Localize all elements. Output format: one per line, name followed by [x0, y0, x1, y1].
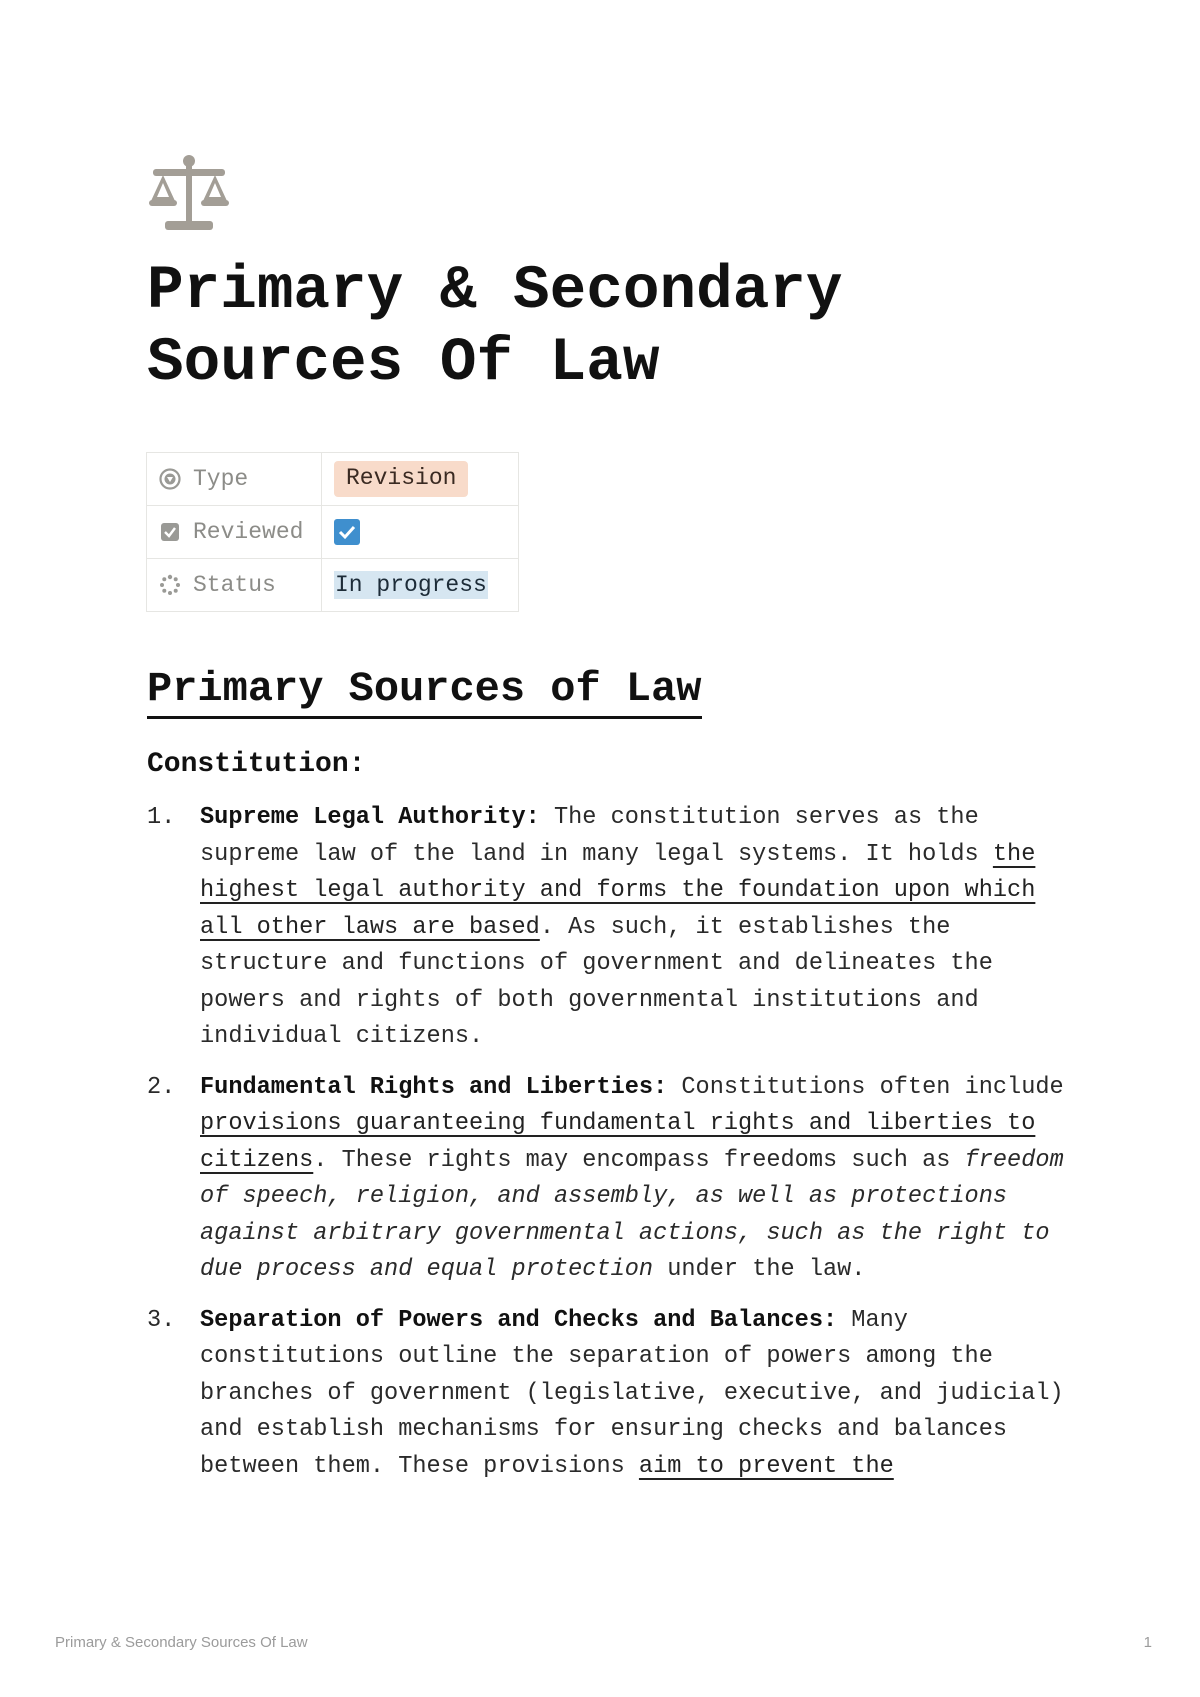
- reviewed-checkbox[interactable]: [334, 519, 360, 545]
- footer-page-number: 1: [1143, 1634, 1152, 1651]
- list-item-term: Fundamental Rights and Liberties:: [200, 1073, 668, 1101]
- italic-text: freedom of speech, religion, and assembly, as well as protections against arbitrary governmental actions, such as the right to due process and equal protection: [200, 1146, 1064, 1283]
- underlined-text: the highest legal authority and forms the foundation upon which all other laws are based: [200, 840, 1036, 941]
- checkbox-icon: [159, 521, 181, 543]
- property-row-status: [147, 559, 519, 612]
- list-item-term: Supreme Legal Authority: [200, 804, 526, 831]
- list-item: [147, 1303, 1067, 1486]
- list-item: [147, 800, 1067, 1056]
- list-item-text: . These rights may encompass freedoms such as: [313, 1146, 965, 1174]
- list-item-text: Many constitutions outline the separation of powers among the branches of government (legislative, executive, and judicial) and establish mechanisms for ensuring checks and balances between them. These provisions: [200, 1306, 1064, 1480]
- property-label-type: Type: [193, 466, 249, 492]
- section-heading: Primary Sources of Law: [147, 664, 702, 719]
- property-row-type: [147, 453, 519, 506]
- underlined-text: aim to prevent the: [638, 1452, 894, 1480]
- spinner-icon: [159, 574, 181, 596]
- list-item-text: The constitution serves as the supreme law of the land in many legal systems. It holds: [200, 804, 993, 868]
- target-icon: [159, 468, 181, 490]
- checkmark-icon: [334, 519, 360, 545]
- type-tag[interactable]: Revision: [334, 461, 468, 497]
- property-label-status: Status: [193, 572, 276, 598]
- underlined-text: provisions guaranteeing fundamental rights and liberties to citizens: [200, 1110, 1036, 1174]
- list-item-text: under the law.: [653, 1256, 866, 1283]
- list-item-term-colon: :: [525, 804, 540, 831]
- scales-icon: [147, 153, 231, 233]
- list-item-number: 1.: [147, 804, 176, 831]
- list-item-text: Constitutions often include: [667, 1073, 1064, 1101]
- property-row-reviewed: [147, 506, 519, 559]
- status-badge[interactable]: In progress: [335, 572, 487, 598]
- section-subheading: Constitution:: [147, 749, 366, 780]
- list-item-text: . As such, it establishes the structure and functions of government and delineates the powers and rights of both governmental institutions and individual citizens.: [200, 913, 993, 1050]
- list-item: [147, 1070, 1067, 1289]
- list-item-number: 2.: [147, 1073, 176, 1101]
- footer-doc-title: Primary & Secondary Sources Of Law: [55, 1634, 308, 1651]
- page-title: Primary & Secondary Sources Of Law: [147, 257, 843, 398]
- numbered-list: [147, 800, 1067, 1499]
- properties-table: [146, 452, 519, 612]
- list-item-term: Separation of Powers and Checks and Balances:: [200, 1306, 838, 1334]
- list-item-number: 3.: [147, 1306, 176, 1334]
- property-label-reviewed: Reviewed: [193, 519, 304, 545]
